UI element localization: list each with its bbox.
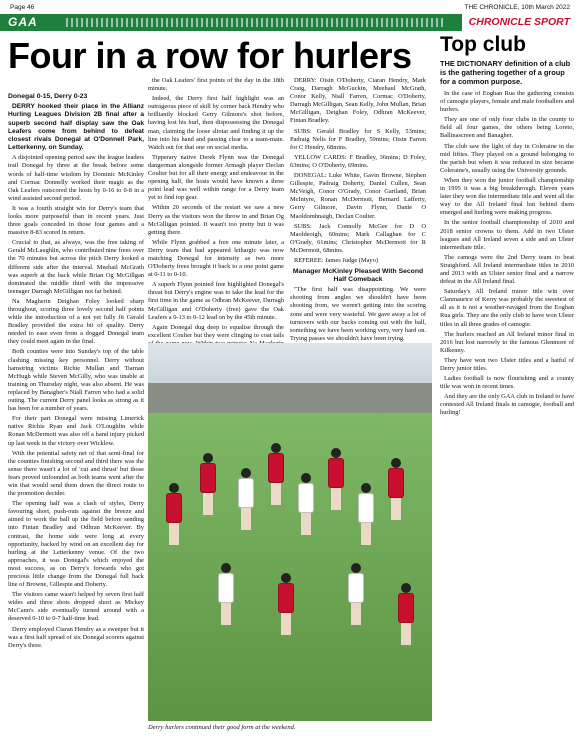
page-header bbox=[0, 0, 580, 14]
player-helmet bbox=[203, 453, 213, 463]
player-legs bbox=[271, 483, 281, 505]
team-lineups bbox=[290, 77, 426, 265]
player-legs bbox=[221, 603, 231, 625]
paragraph: A disjointed opening period saw the league leaders trail Donegal by three at the break before some words of half-time wisdom by Dominic McKinley and Cormac Donnelly worked their magic as the Oak Leafers outscored the hosts by 0-16 to 0-8 in a wind assisted second period. bbox=[8, 154, 144, 202]
sidebar-paragraph: The camogs were the 2nd Derry team to beat Straighford. All Ireland intermediate titles in 2010 and 2013 with an Ulster senior final and a narrow defeat in the All Ireland final. bbox=[440, 253, 574, 286]
paragraph: Tipperary native Derek Flynn was the Donegal dangerman alongside former Armagh player Declan Coulter but for all their energy and endeavour in the opening half, the hosts would have known a three point lead was well within range for a Derry team yet to find top gear. bbox=[148, 153, 284, 202]
player-helmet bbox=[271, 443, 281, 453]
page-number: Page 46 bbox=[10, 4, 35, 11]
player-helmet bbox=[351, 563, 361, 573]
player-figure bbox=[268, 453, 284, 483]
player-helmet bbox=[169, 483, 179, 493]
player-legs bbox=[301, 513, 311, 535]
paragraph: Indeed, the Derry first half highlight was an outrageous piece of skill by corner back Hendry who brilliantly blocked Gerry Gilmore's shot before, having lost his hurl, then dispossessing the Donegal man, claiming the loose sliotar and finding it up the line into his hand and passing clear to a team-mate. Watch out for that one on social media. bbox=[148, 95, 284, 151]
sidebar-paragraph: And they are the only GAA club in Ireland to have contested All Ireland finals in camogie, football and hurling! bbox=[440, 393, 574, 417]
photo-caption: Derry hurlers continued their good form at the weekend. bbox=[148, 724, 296, 731]
player-helmet bbox=[401, 583, 411, 593]
player-figure bbox=[278, 583, 294, 613]
player-figure bbox=[328, 458, 344, 488]
player-legs bbox=[331, 488, 341, 510]
sidebar-body bbox=[440, 90, 574, 418]
paragraph: Again Donegal dug deep to equalise through the excellent Coulter but they were clinging to coat tails bbox=[148, 323, 284, 339]
subheading-manager: Manager McKinley Pleased With Second Half Comeback bbox=[292, 268, 424, 284]
player-figure bbox=[238, 478, 254, 508]
player-figure bbox=[298, 483, 314, 513]
column-1-body bbox=[8, 154, 144, 650]
player-helmet bbox=[281, 573, 291, 583]
sidebar-intro: THE DICTIONARY definition of a club is the gathering together of a group for a common purpose. bbox=[440, 59, 571, 86]
paragraph: It was a fourth straight win for Derry's team that looks more purposeful than in recent years. Just three goals conceded in those four games and a massive 8-83 scored in return. bbox=[8, 204, 144, 237]
player-figure bbox=[348, 573, 364, 603]
scoreline: Donegal 0-15, Derry 0-23 bbox=[8, 93, 88, 100]
paper-label-box bbox=[462, 14, 580, 31]
paragraph: For their part Donegal were missing Limerick native Richie Ryan and Jack O'Loughlin while Ronan McDermott was also off a hand injury picked up last week in the victory over Wicklow. bbox=[8, 415, 144, 447]
player-figure bbox=[398, 593, 414, 623]
player-legs bbox=[391, 498, 401, 520]
lineup-paragraph: SUBS: Gerald Bradley for S Kelly, 53mins; Padraig Nelis for F Bradley, 59mins; Oisin Farren for C Hendry, 68mins. bbox=[290, 127, 426, 151]
section-banner bbox=[0, 14, 580, 31]
paragraph: With the potential safety net of that semi-final for the counties finishing second and third there was the sense there wasn't a lot of 'cut and thrust' but those fears proved unfounded as both teams went after the win that would send them down the direct route to the promotion decider. bbox=[8, 449, 144, 498]
player-legs bbox=[361, 523, 371, 545]
player-figure bbox=[166, 493, 182, 523]
sidebar-paragraph: In the senior football championship of 2010 and 2018 senior crowns to them. Add in two Ulster leagues and All Ireland seven a side and an Ulster intermediate title. bbox=[440, 219, 574, 251]
sidebar-paragraph: The hurlers reached an All Ireland minor final in 2016 but lost narrowly to the famous Glenmore of Kilkenny. bbox=[440, 330, 574, 354]
paper-label: CHRONICLE SPORT bbox=[468, 16, 570, 28]
article-column-1 bbox=[8, 93, 144, 733]
player-legs bbox=[401, 623, 411, 645]
sidebar-paragraph: They have won two Ulster titles and a hatful of Derry junior titles. bbox=[440, 356, 574, 372]
article-lead: DERRY hooked their place in the Allianz Hurling Leagues Division 2B final after a superb second half display saw the Oak Leafers come from behind to defeat closest rivals Donegal at O'Donnell Park, Letterkenny, on Sunday. bbox=[8, 103, 144, 152]
article-column-2 bbox=[148, 77, 284, 338]
lineup-paragraph: DONEGAL: Luke White, Gavin Browne, Stephen Gillespie, Padraig Doherty, Daniel Cullen, Sean McVeigh, Conor O'Grady, Conor Gartland, Brian McIntyre, Ronan McDermott, Bernard Lafferty, Gerry Gilmore, Davin Flynn, Danie O Maoldomhnaigh, Declan Coulter. bbox=[290, 172, 426, 220]
paragraph: A superb Flynn pointed free highlighted Donegal's threat but Derry's engine was to take the lead for the first time in the game as Odhran McKeever, Darragh McGilligan and O'Doherty (free) gave the Oak Leafers a 0-13 to 0-12 lead on by the 45th minute. bbox=[148, 281, 284, 321]
player-legs bbox=[351, 603, 361, 625]
publication-date: THE CHRONICLE, 10th March 2022 bbox=[464, 4, 570, 11]
player-legs bbox=[281, 613, 291, 635]
player-helmet bbox=[221, 563, 231, 573]
sidebar-paragraph: When they won the junior football championship in 1995 it was a big breakthrough. Eleven years later they won the intermediate title and went all the way to the All Ireland final but behind them emerged and hurling were making progress. bbox=[440, 176, 574, 217]
paragraph: Both counties were into Sunday's top of the table clashing missing key personnel. Derry without hamstring victims Richie Mullan and Tiarnan McHugh while Steven McGilly, who was unable at training on Thursday night, was also absent. He was replaced by Banagher's Niall Farren who had a solid outing. The current Derry panel looks as strong as it has been for a number of years. bbox=[8, 348, 144, 413]
player-figure bbox=[388, 468, 404, 498]
paragraph: Derry employed Ciaran Hendry as a sweeper but it was a first half spread of six Donegal scorers against Derry's three. bbox=[8, 625, 144, 649]
sidebar-paragraph: They are one of only four clubs in the county to field all four games, the others being Loreto, Ballinascreen and Banagher. bbox=[440, 116, 574, 140]
paragraph: Crucial to that, as always, was the free taking of Gerald McLaughlin, who contributed nine frees over the 70 minutes but across the pitch Derry looked a different side after the interval. Meehail McGrath was superb at the back while Brian Og McGillgan dominated the middle third with the impressive teenager Darragh McGilligan not far behind. bbox=[8, 239, 144, 295]
article-column-3 bbox=[290, 77, 426, 342]
paragraph: The visitors came wasn't helped by seven first half wides and three shots dropped short as Mickey McCann's side eventually turned around with a deserved 0-10 to 0-7 half-time lead. bbox=[8, 591, 144, 623]
photo-pitch bbox=[148, 413, 432, 721]
sidebar-paragraph: The club saw the light of day in Coleraine in the mid fifties. They played on a ground belonging to the parish but when it was reduced in size became Coleraine's, usually using the University grounds. bbox=[440, 142, 574, 174]
paragraph: Na Magherin Deighan Foley looked sharp throughout, scoring three lovely second half points while the introduction of a not yet fully fit Gerald Bradley provided the extra bit of quality. Derry needed to ease even from a dogged Donegal team they could meet again in the final. bbox=[8, 297, 144, 346]
paragraph: The opening half was a clash of styles, Derry favouring short, push-outs against the breeze and aimed to work the ball up the field before sending into Fintan Bradley and Odhran McKeever. By contrast, the home side were long at every opportunity, backed by wind on an excellent day for hurling at the Letterkenny venue. Of the two approaches, it was Donegal's which enjoyed the most success, as on Derry's forwards who got precious little change from the Donegal full back line of Browne, Gillespie and Doherty. bbox=[8, 500, 144, 589]
player-legs bbox=[169, 523, 179, 545]
sidebar-paragraph: Saturday's All Ireland minor title win over Clanmaurice of Kerry was probably the sweetest of all as it is not a weather-ravaged from the Eoghan Rua girls. They are the only club to have won Ulster titles in all three grades of camogie. bbox=[440, 288, 574, 328]
player-helmet bbox=[241, 468, 251, 478]
player-helmet bbox=[361, 483, 371, 493]
photo-stand bbox=[148, 383, 432, 413]
sidebar-paragraph: In the case of Eoghan Rua the gathering consists of camogie players, female and male footballers and hurlers. bbox=[440, 90, 574, 114]
lineup-paragraph: REFEREE: James Judge (Mayo) bbox=[294, 256, 378, 264]
player-figure bbox=[218, 573, 234, 603]
player-helmet bbox=[301, 473, 311, 483]
sidebar-paragraph: Ladies football is now flourishing and a county title was won in recent times. bbox=[440, 375, 574, 391]
lineup-paragraph: DERRY: Oisin O'Doherty, Ciaran Hendry, Mark Craig, Darragh McGuckin, Meehaul McGrath, Conor Kelly, Niall Farren, Cormac O'Doherty, Darragh McGilligan, Sean Kelly, John Mullan, Brian McGilligan, Deighan Foley, Odhran McKeever, Fintan Bradley. bbox=[290, 77, 426, 125]
player-helmet bbox=[391, 458, 401, 468]
sidebar-top-club bbox=[440, 34, 574, 734]
lineup-paragraph: YELLOW CARDS: F Bradley, 36mins; D Foley, 63mins; O O'Doherty, 69mins. bbox=[290, 153, 426, 169]
player-figure bbox=[358, 493, 374, 523]
lineup-paragraph: SUBS: Jack Connolly McGee for D O Maoldeoigh, 60mins; Mark Callaghan for C O'Grady, 61mins; Christopher McDermott for R McDermott, 68mins. bbox=[290, 222, 426, 254]
sidebar-title: Top club bbox=[440, 33, 526, 56]
player-figure bbox=[200, 463, 216, 493]
player-helmet bbox=[331, 448, 341, 458]
player-legs bbox=[203, 493, 213, 515]
section-label: GAA bbox=[8, 15, 38, 29]
paragraph: the Oak Leafers' first points of the day in the 18th minute. bbox=[148, 77, 284, 93]
paragraph: Within 20 seconds of the restart we saw a new Derry as the visitors won the throw in and Brian Og McGilligan pointed. It wasn't too pretty but it was getting there. bbox=[148, 204, 284, 236]
quote-paragraph: "The first half was disappointing. We were shooting from angles we shouldn't have been shooting from, we weren't getting into the scoring zone and were very wasteful. We gave away a lot of turnovers with our backs coming out with the ball, something we have been working very, very hard on. Trying passes we shouldn't have been trying. bbox=[290, 286, 426, 342]
page-title: Four in a row for hurlers bbox=[8, 35, 412, 76]
paragraph: While Flynn grabbed a free one minute later, a Derry team that had appeared lethargic was now matching Donegal for intensity as two more O'Doherty frees brought it back to a one point game at 0-11 to 0-10. bbox=[148, 238, 284, 279]
match-photo bbox=[148, 343, 432, 721]
banner-stripes bbox=[66, 18, 446, 27]
player-legs bbox=[241, 508, 251, 530]
